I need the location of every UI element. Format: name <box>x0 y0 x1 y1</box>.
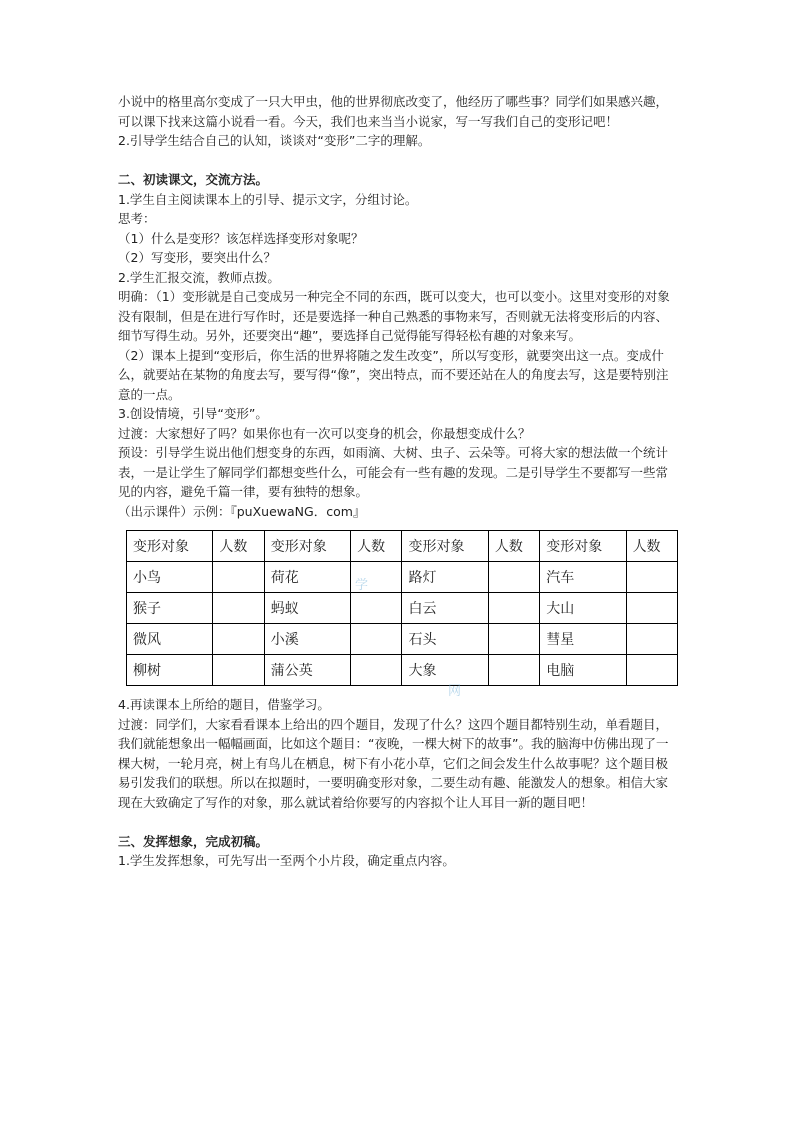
table-cell: 小溪 <box>264 624 350 655</box>
table-cell <box>351 593 402 624</box>
section-2b-body <box>118 695 678 812</box>
table-cell <box>351 655 402 686</box>
table-cell <box>488 593 539 624</box>
table-cell: 汽车 <box>540 562 626 593</box>
table-cell <box>488 624 539 655</box>
table-header: 人数 <box>626 531 677 562</box>
table-header-row <box>127 531 678 562</box>
table-cell: 蚂蚁 <box>264 593 350 624</box>
transformation-table <box>126 530 678 686</box>
paragraph: （1）什么是变形？该怎样选择变形对象呢？ <box>118 230 364 246</box>
table-cell: 电脑 <box>540 655 626 686</box>
table-header: 人数 <box>213 531 264 562</box>
section-heading: 三、发挥想象，完成初稿。 <box>118 833 269 849</box>
section-3-body <box>118 851 678 871</box>
document-page <box>118 92 678 871</box>
table-header: 人数 <box>351 531 402 562</box>
table-cell <box>213 593 264 624</box>
paragraph: 2.引导学生结合自己的认知，谈谈对“变形”二字的理解。 <box>118 133 431 148</box>
table-cell: 微风 <box>127 624 213 655</box>
paragraph: 1.学生自主阅读课本上的引导、提示文字，分组讨论。 <box>118 191 418 207</box>
paragraph: 1.学生发挥想象，可先写出一至两个小片段，确定重点内容。 <box>118 853 455 868</box>
table-cell: 小鸟 <box>127 562 213 593</box>
table-cell: 蒲公英 <box>264 655 350 686</box>
table-cell <box>213 562 264 593</box>
table-header: 变形对象 <box>402 531 488 562</box>
table-row <box>127 593 678 624</box>
paragraph: 4.再读课本上所给的题目，借鉴学习。 <box>118 697 330 712</box>
table-cell: 猴子 <box>127 593 213 624</box>
watermark-text: 网 <box>448 684 462 699</box>
section-heading: 二、初读课文，交流方法。 <box>118 172 269 187</box>
paragraph: （2）课本上提到“变形后，你生活的世界将随之发生改变”，所以写变形，就要突出这一点。变成什么，就要站在某物的角度去写，要写得“像”，突出特点，而不要还站在人的角度去写，这是要特别注意的一点。 <box>118 347 669 402</box>
table-cell: 路灯 <box>402 562 488 593</box>
table-cell <box>351 624 402 655</box>
table-row <box>127 624 678 655</box>
paragraph: 预设：引导学生说出他们想变身的东西，如雨滴、大树、虫子、云朵等。可将大家的想法做一个统计表，一是让学生了解同学们都想变些什么，可能会有一些有趣的发现。二是引导学生不要都写一些常见的内容，避免千篇一律，要有独特的想象。 <box>118 445 669 499</box>
table-header: 变形对象 <box>540 531 626 562</box>
table-cell <box>213 655 264 686</box>
table-header: 变形对象 <box>264 531 350 562</box>
paragraph: （2）写变形，要突出什么？ <box>118 250 276 265</box>
intro-block <box>118 92 678 151</box>
watermark-text: 学 <box>355 578 369 593</box>
table-cell <box>213 624 264 655</box>
paragraph: 2.学生汇报交流，教师点拨。 <box>118 269 280 285</box>
table-cell <box>488 562 539 593</box>
table-header: 人数 <box>488 531 539 562</box>
table-cell: 白云 <box>402 593 488 624</box>
paragraph: （出示课件）示例：『puXuewaNG．com』 <box>118 503 366 519</box>
table-header: 变形对象 <box>127 531 213 562</box>
paragraph: 小说中的格里高尔变成了一只大甲虫，他的世界彻底改变了，他经历了哪些事？同学们如果感兴趣，可以课下找来这篇小说看一看。今天，我们也来当当小说家，写一写我们自己的变形记吧！ <box>118 94 669 129</box>
table-cell <box>626 655 677 686</box>
paragraph: 过渡：大家想好了吗？如果你也有一次可以变身的机会，你最想变成什么？ <box>118 425 531 441</box>
paragraph: 思考： <box>118 211 156 226</box>
table-cell: 大象 <box>402 655 488 686</box>
table-cell: 荷花 <box>264 562 350 593</box>
table-cell <box>488 655 539 686</box>
table-cell <box>626 562 677 593</box>
section-2-body <box>118 190 678 522</box>
paragraph: 明确：（1）变形就是自己变成另一种完全不同的东西，既可以变大，也可以变小。这里对变形的对象没有限制，但是在进行写作时，还是要选择一种自己熟悉的事物来写，否则就无法将变形后的内容、细节写得生动。另外，还要突出“趣”，要选择自己觉得能写得轻松有趣的对象来写。 <box>118 289 670 343</box>
table-cell: 彗星 <box>540 624 626 655</box>
table-row <box>127 655 678 686</box>
paragraph: 过渡：同学们，大家看看课本上给出的四个题目，发现了什么？这四个题目都特别生动，单看题目，我们就能想象出一幅幅画面，比如这个题目：“夜晚，一棵大树下的故事”。我的脑海中仿佛出现了一棵大树，一轮月亮，树上有鸟儿在栖息，树下有小花小草，它们之间会发生什么故事呢？这个题目极易引发我们的联想。所以在拟题时，一要明确变形对象，二要生动有趣、能激发人的想象。相信大家现在大致确定了写作的对象，那么就试着给你要写的内容拟个让人耳目一新的题目吧！ <box>118 716 669 810</box>
table-cell <box>626 593 677 624</box>
paragraph: 3.创设情境，引导“变形”。 <box>118 406 268 421</box>
table-cell: 柳树 <box>127 655 213 686</box>
table-cell: 大山 <box>540 593 626 624</box>
table-cell <box>626 624 677 655</box>
table-row <box>127 562 678 593</box>
table-cell: 石头 <box>402 624 488 655</box>
table-cell <box>351 562 402 593</box>
